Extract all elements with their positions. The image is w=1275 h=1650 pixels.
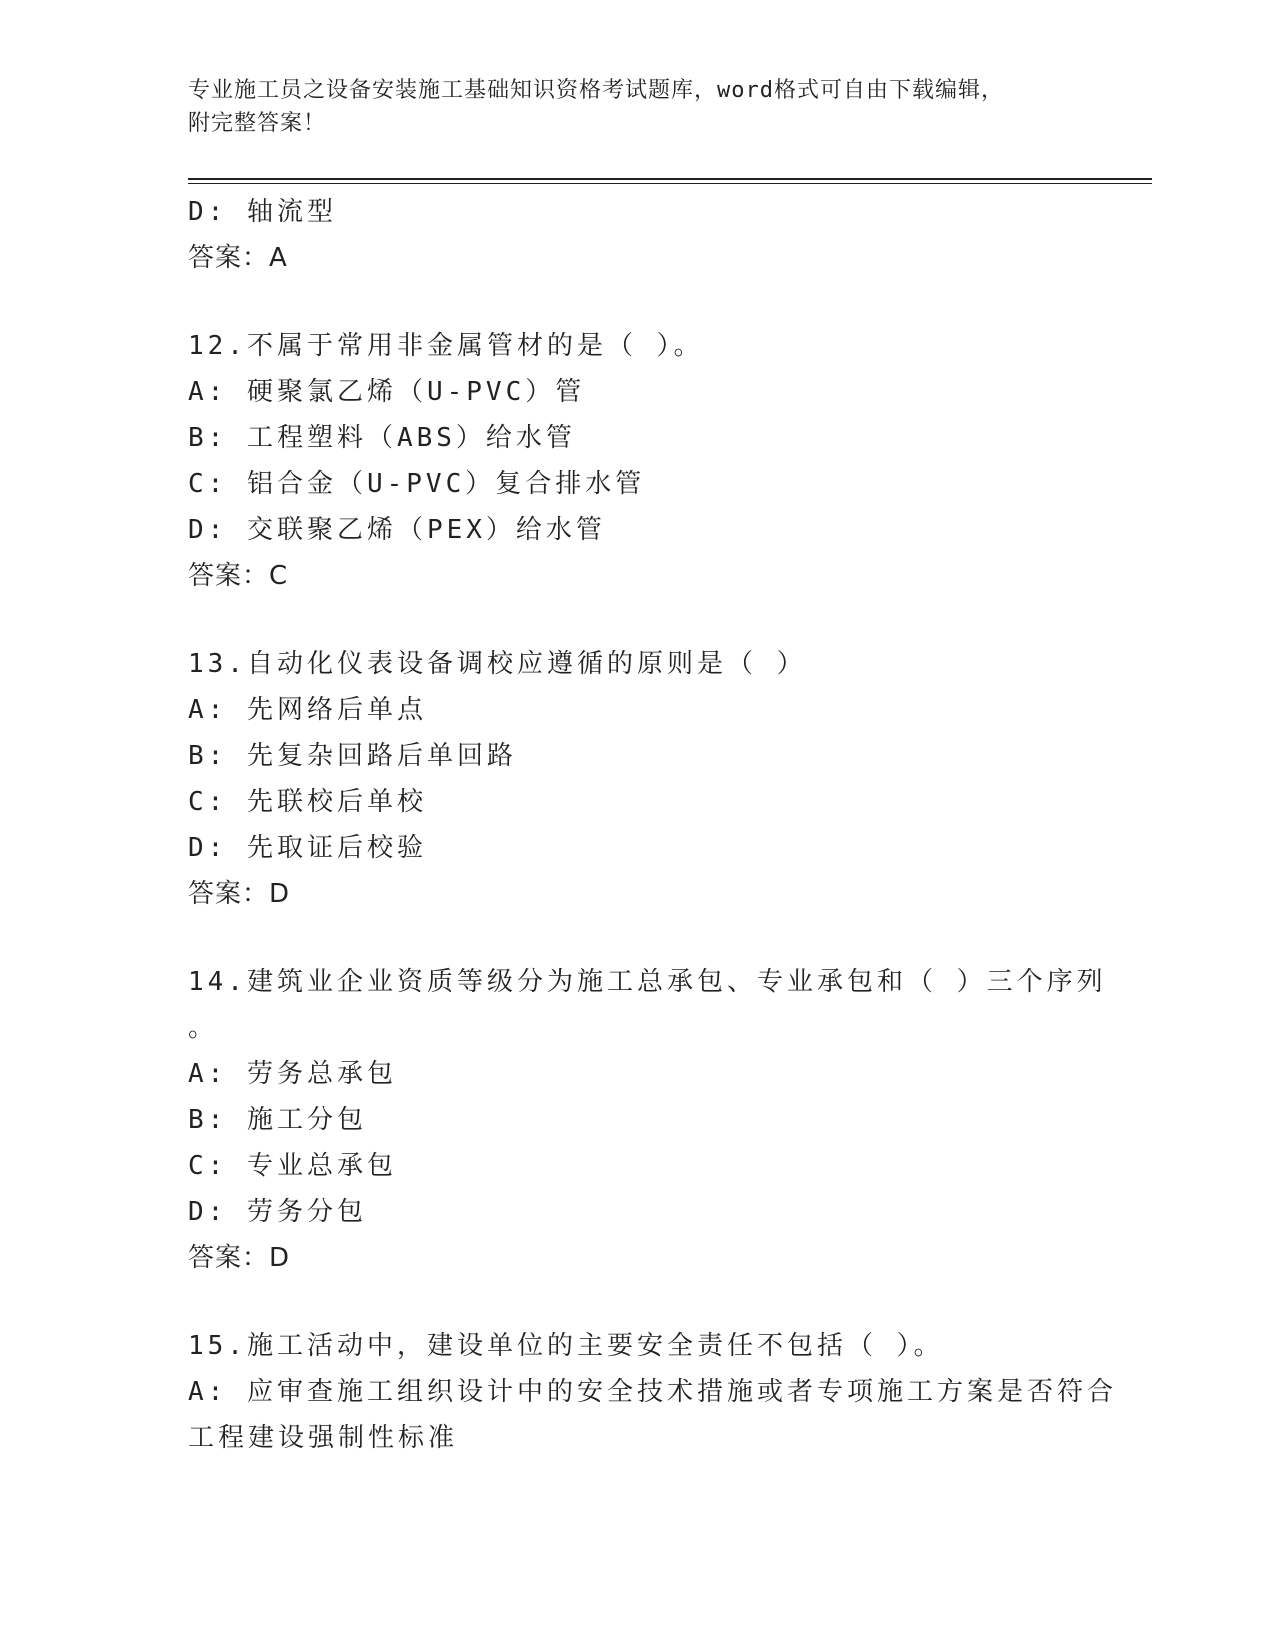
question-13-stem: 13.自动化仪表设备调校应遵循的原则是（ ） [188,649,807,679]
question-12-option-c: C: 铝合金（U-PVC）复合排水管 [188,469,646,499]
spacer [188,599,1088,641]
document-body [188,189,1117,1461]
header-rule-thin [188,183,1152,184]
question-14-option-d: D: 劳务分包 [188,1197,367,1227]
question-12-option-d: D: 交联聚乙烯（PEX）给水管 [188,515,606,545]
question-13-option-b: B: 先复杂回路后单回路 [188,741,517,771]
question-13-option-c: C: 先联校后单校 [188,787,427,817]
answer-line: 答案：A [188,243,288,273]
question-15-option-a-continuation: 工程建设强制性标准 [188,1423,459,1453]
question-12-answer: 答案：C [188,561,289,591]
header-line-1: 专业施工员之设备安装施工基础知识资格考试题库，word格式可自由下载编辑， [188,78,1004,103]
question-13-option-d: D: 先取证后校验 [188,833,427,863]
question-12-option-b: B: 工程塑料（ABS）给水管 [188,423,576,453]
question-12-option-a: A: 硬聚氯乙烯（U-PVC）管 [188,377,586,407]
question-13-option-a: A: 先网络后单点 [188,695,427,725]
question-14-option-c: C: 专业总承包 [188,1151,397,1181]
option-d: D: 轴流型 [188,197,337,227]
header-rule-thick [188,178,1152,180]
question-14-stem-continuation: 。 [188,1013,219,1043]
question-13-answer: 答案：D [188,879,291,909]
page-header [188,74,1088,140]
spacer [188,281,1088,323]
header-line-2: 附完整答案！ [188,111,327,136]
question-15-stem: 15.施工活动中，建设单位的主要安全责任不包括（ ）。 [188,1331,944,1361]
spacer [188,1281,1088,1323]
question-14-answer: 答案：D [188,1243,291,1273]
spacer [188,917,1088,959]
question-12-stem: 12.不属于常用非金属管材的是（ ）。 [188,331,704,361]
question-14-option-b: B: 施工分包 [188,1105,367,1135]
question-15-option-a: A: 应审查施工组织设计中的安全技术措施或者专项施工方案是否符合 [188,1377,1117,1407]
question-14-stem: 14.建筑业企业资质等级分为施工总承包、专业承包和（ ）三个序列 [188,967,1107,997]
question-14-option-a: A: 劳务总承包 [188,1059,397,1089]
